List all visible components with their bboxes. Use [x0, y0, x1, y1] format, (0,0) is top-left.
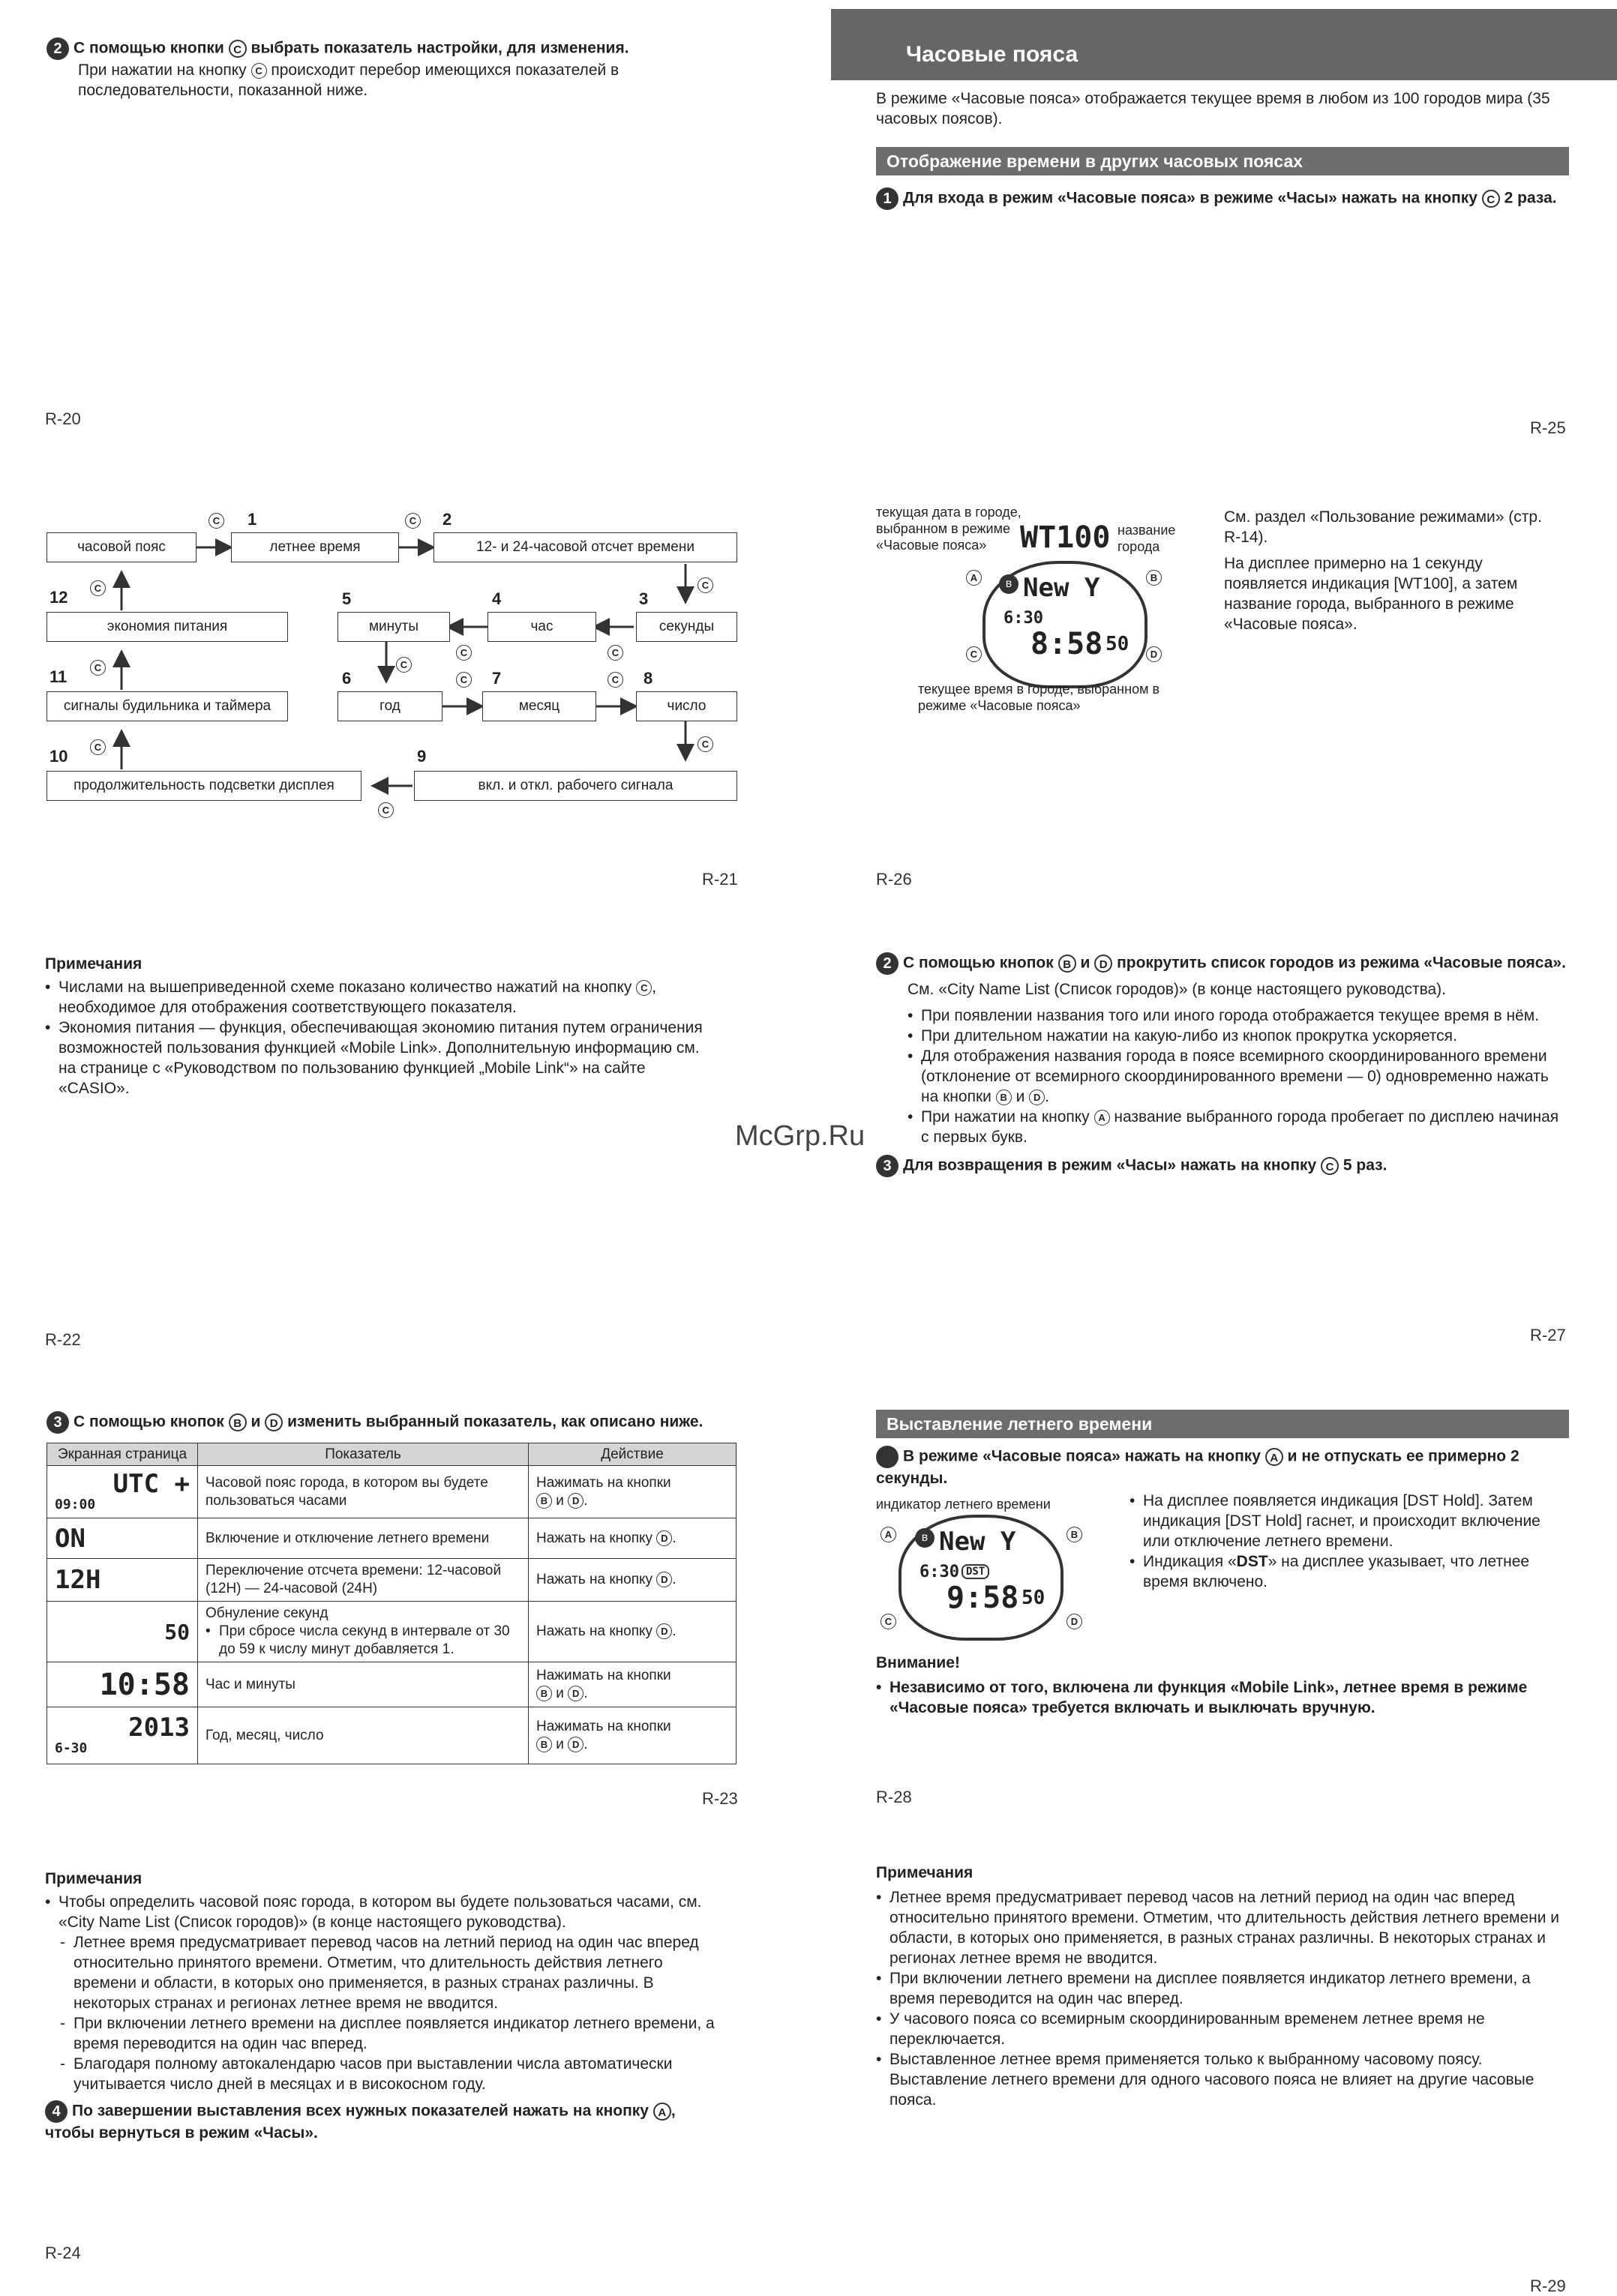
note-item: • Чтобы определить часовой пояс города, в котором вы будете пользоваться часами, см. «City Name List (Список городов)» (в конце настоящего руководства). — [45, 1892, 720, 1932]
lcd-dst: DST — [962, 1564, 989, 1579]
flow-box-month: месяц — [482, 691, 596, 721]
bluetooth-icon: ʙ — [999, 574, 1018, 594]
watch-body — [898, 1515, 1064, 1641]
section-title: Часовые пояса — [906, 42, 1078, 67]
r24-step: 4 По завершении выставления всех нужных показателей нажать на кнопку A , чтобы вернуться в режим «Часы». — [45, 2100, 720, 2143]
label-dst-indicator: индикатор летнего времени — [876, 1497, 1051, 1512]
c-button-icon: C — [698, 736, 713, 752]
subsection-band: Отображение времени в других часовых поясах — [876, 147, 1569, 175]
step-number — [876, 1446, 898, 1468]
r27-content: 2 С помощью кнопок B и D прокрутить список городов из режима «Часовые пояса». См. «City Name List (Список городов)» (в конце настоящего руководства). • При появлении названия того или иного города отображается текущее время в нём. • При длительном нажатии на какую-либо из кнопок прокрутка ускоряется. • Для отображения названия города в поясе всемирного скоординированного времени (отклонение от всемирного скоординированного времени — 0) одновременно нажать на кнопки B и D . • При нажатии на кнопку A название выбранного города пробегает по дисплею начиная с первых букв. 3 Для возвращения в режим «Часы» нажать на кнопку C 5 раз. — [876, 952, 1566, 1177]
flow-num-4: 4 — [492, 589, 502, 608]
flow-box-alarms: сигналы будильника и таймера — [46, 691, 288, 721]
flow-num-9: 9 — [417, 747, 427, 766]
flow-num-11: 11 — [50, 667, 68, 686]
page-label-r29: R-29 — [1530, 2277, 1566, 2295]
b-button-icon: B — [996, 1090, 1012, 1105]
page-label-r22: R-22 — [45, 1330, 81, 1349]
step-number: 2 — [876, 952, 898, 975]
flow-num-3: 3 — [639, 589, 649, 608]
table-row: 10:58 Час и минуты Нажимать на кнопки B и D . — [47, 1662, 736, 1707]
col-action: Действие — [529, 1443, 736, 1466]
c-button-icon: C — [378, 802, 394, 818]
step-number: 3 — [876, 1155, 898, 1177]
c-button-icon: C — [966, 646, 982, 662]
b-button-icon: B — [536, 1686, 552, 1701]
r20-step: 2 С помощью кнопки C выбрать показатель настройки, для изменения. При нажатии на кнопку C происходит перебор имеющихся показателей в последовательности, показанной ниже. — [46, 37, 736, 100]
note-item: • При длительном нажатии на какую-либо из кнопок прокрутка ускоряется. — [908, 1026, 1566, 1046]
flow-box-minutes: минуты — [338, 612, 450, 642]
bluetooth-icon: ʙ — [915, 1528, 934, 1548]
flow-num-6: 6 — [342, 669, 352, 688]
b-button-icon: B — [1146, 570, 1162, 586]
flow-num-10: 10 — [50, 747, 68, 766]
lcd-time: 8:58 — [1030, 627, 1103, 661]
note-item: • Для отображения названия города в поясе всемирного скоординированного времени (отклонение от всемирного скоординированного времени — 0) одновременно нажать на кнопки B и D . — [908, 1046, 1566, 1107]
lcd-cell: 10:58 — [47, 1662, 198, 1707]
d-button-icon: D — [265, 1413, 283, 1431]
b-button-icon: B — [1066, 1527, 1082, 1542]
table-row: ON Включение и отключение летнего времени Нажать на кнопку D . — [47, 1518, 736, 1559]
a-button-icon: A — [1265, 1448, 1283, 1466]
notes-heading: Примечания — [45, 955, 142, 973]
note-item: • Летнее время предусматривает перевод часов на летний период на один час вперед относительно принятого времени. Отметим, что длительность действия летнего времени и области, в которых оно применяется, в разных странах различны. В некоторых странах и регионах летнее время не вводится. — [876, 1887, 1566, 1968]
label-city-name: название города — [1118, 523, 1176, 554]
c-button-icon: C — [608, 645, 623, 661]
table-header — [47, 1443, 736, 1466]
flow-box-backlight: продолжительность подсветки дисплея — [46, 771, 362, 801]
flow-box-timezone: часовой пояс — [46, 532, 196, 562]
lcd-cell: UTC + 09:00 — [47, 1466, 198, 1518]
c-button-icon: C — [456, 645, 472, 661]
note-subitem: - При включении летнего времени на дисплее появляется индикатор летнего времени, а время переводится на один час вперед. — [60, 2013, 720, 2054]
subsection-band: Выставление летнего времени — [876, 1410, 1569, 1438]
c-button-icon: C — [229, 40, 247, 58]
note-item: • Экономия питания — функция, обеспечивающая экономию питания путем ограничения возможностей пользования функцией «Mobile Link». Дополнительную информацию см. на странице с «Руководством по пользованию функцией „Mobile Link“» на сайте «CASIO». — [45, 1018, 720, 1099]
flow-box-button-tone: вкл. и откл. рабочего сигнала — [414, 771, 737, 801]
note-item: • У часового пояса со всемирным скоординированным временем летнее время не переключается. — [876, 2009, 1566, 2049]
section-title-bar — [831, 9, 1617, 80]
step-number: 3 — [46, 1411, 69, 1434]
a-button-icon: A — [1094, 1110, 1110, 1126]
note-item: • Выставленное летнее время применяется только к выбранному часовому поясу. Выставление летнего времени для одного часового пояса не влияет на другие часовые пояса. — [876, 2049, 1566, 2110]
table-row: UTC + 09:00 Часовой пояс города, в котором вы будете пользоваться часами Нажимать на кнопки B и D . — [47, 1466, 736, 1518]
flow-num-5: 5 — [342, 589, 352, 608]
table-row: 2013 6-30 Год, месяц, число Нажимать на кнопки B и D . — [47, 1707, 736, 1764]
r24-notes — [45, 1869, 720, 2143]
lcd-cell: 50 — [47, 1602, 198, 1662]
warning-heading: Внимание! — [876, 1654, 960, 1671]
note-item: • При нажатии на кнопку A название выбранного города пробегает по дисплею начиная с первых букв. — [908, 1107, 1566, 1147]
r23-step: 3 С помощью кнопок B и D изменить выбранный показатель, как описано ниже. — [46, 1411, 752, 1434]
c-button-icon: C — [1482, 190, 1500, 208]
lcd-seconds: 50 — [1106, 633, 1130, 655]
r29-notes — [876, 1863, 1566, 2110]
note-item: • Индикация «DST» на дисплее указывает, что летнее время включено. — [1130, 1551, 1564, 1592]
flow-box-year: год — [338, 691, 442, 721]
r28-warning — [876, 1653, 1566, 1718]
col-setting: Показатель — [198, 1443, 529, 1466]
flow-box-hour: час — [488, 612, 596, 642]
d-button-icon: D — [568, 1686, 584, 1701]
note-subitem: - Благодаря полному автокалендарю часов при выставлении числа автоматически учитывается число дней в месяцах и в високосном году. — [60, 2054, 720, 2094]
b-button-icon: B — [1058, 955, 1076, 973]
flow-box-power-saving: экономия питания — [46, 612, 288, 642]
watch-display-world-time — [952, 517, 1178, 690]
b-button-icon: B — [229, 1413, 247, 1431]
a-button-icon: A — [966, 570, 982, 586]
flow-num-12: 12 — [50, 588, 68, 607]
note-item: • При появлении названия того или иного города отображается текущее время в нём. — [908, 1006, 1566, 1026]
lcd-date: 6:30 — [1004, 609, 1043, 628]
r28-notes — [1130, 1491, 1564, 1592]
label-current-time: текущее время в городе, выбранном в режиме «Часовые пояса» — [918, 682, 1160, 713]
page-label-r25: R-25 — [1530, 418, 1566, 437]
lcd-cell: 2013 6-30 — [47, 1707, 198, 1764]
c-button-icon: C — [636, 980, 652, 996]
note-item: • При включении летнего времени на дисплее появляется индикатор летнего времени, а время переводится на один час вперед. — [876, 1968, 1566, 2009]
label-current-date: текущая дата в городе, выбранном в режиме «Часовые пояса» — [876, 505, 1022, 553]
lcd-city: New Y — [1023, 573, 1100, 603]
step-number: 2 — [46, 37, 69, 60]
step-number: 1 — [876, 187, 898, 210]
lcd-seconds: 50 — [1022, 1587, 1046, 1609]
page-label-r23: R-23 — [702, 1789, 738, 1808]
notes-heading: Примечания — [45, 1870, 142, 1887]
table-row: 50 Обнуление секунд • При сбросе числа секунд в интервале от 30 до 59 к числу минут добавляется 1. Нажать на кнопку D . — [47, 1602, 736, 1662]
note-item: • На дисплее появляется индикация [DST Hold]. Затем индикация [DST Hold] гаснет, и происходит включение или отключение летнего времени. — [1130, 1491, 1564, 1551]
d-button-icon: D — [568, 1493, 584, 1509]
lcd-city: New Y — [939, 1527, 1016, 1557]
flow-num-2: 2 — [442, 510, 452, 529]
page-label-r28: R-28 — [876, 1788, 912, 1806]
d-button-icon: D — [656, 1530, 672, 1546]
c-button-icon: C — [90, 660, 106, 676]
d-button-icon: D — [1066, 1614, 1082, 1629]
r22-notes — [45, 954, 720, 1099]
note-item: • Числами на вышеприведенной схеме показано количество нажатий на кнопку C , необходимое для отображения соответствующего показателя. — [45, 977, 720, 1018]
d-button-icon: D — [656, 1623, 672, 1639]
step-number: 4 — [45, 2100, 68, 2123]
c-button-icon: C — [880, 1614, 896, 1629]
page-label-r27: R-27 — [1530, 1326, 1566, 1344]
warning-item: • Независимо от того, включена ли функция «Mobile Link», летнее время в режиме «Часовые пояса» требуется включать и выключать вручную. — [876, 1677, 1566, 1718]
settings-table — [46, 1443, 736, 1764]
c-button-icon: C — [608, 672, 623, 688]
r25-intro: В режиме «Часовые пояса» отображается текущее время в любом из 100 городов мира (35 часовых поясов). — [876, 90, 1550, 127]
lcd-top: WT100 — [1020, 520, 1111, 555]
d-button-icon: D — [1094, 955, 1112, 973]
b-button-icon: B — [536, 1737, 552, 1752]
d-button-icon: D — [656, 1572, 672, 1587]
flow-num-1: 1 — [248, 510, 257, 529]
r25-step: 1 Для входа в режим «Часовые пояса» в режиме «Часы» нажать на кнопку C 2 раза. — [876, 187, 1566, 210]
lcd-cell: ON — [47, 1518, 198, 1559]
c-button-icon: C — [396, 657, 412, 673]
flow-box-day: число — [636, 691, 737, 721]
c-button-icon: C — [456, 672, 472, 688]
flow-box-seconds: секунды — [636, 612, 737, 642]
watch-body — [982, 561, 1148, 688]
page-label-r21: R-21 — [702, 870, 738, 889]
c-button-icon: C — [90, 580, 106, 596]
table-row: 12H Переключение отсчета времени: 12-часовой (12H) — 24-часовой (24H) Нажать на кнопку D . — [47, 1559, 736, 1602]
flow-box-12-24: 12- и 24-часовой отсчет времени — [434, 532, 737, 562]
r28-step: В режиме «Часовые пояса» нажать на кнопку A и не отпускать ее примерно 2 секунды. — [876, 1446, 1566, 1488]
page-label-r20: R-20 — [45, 409, 81, 428]
c-button-icon: C — [90, 739, 106, 755]
a-button-icon: A — [880, 1527, 896, 1542]
page-label-r24: R-24 — [45, 2244, 81, 2262]
a-button-icon: A — [653, 2103, 671, 2121]
lcd-time: 9:58 — [946, 1581, 1019, 1615]
c-button-icon: C — [405, 513, 421, 529]
flow-num-7: 7 — [492, 669, 502, 688]
d-button-icon: D — [1029, 1090, 1045, 1105]
watermark: McGrp.Ru — [735, 1120, 866, 1152]
notes-heading: Примечания — [876, 1864, 974, 1881]
col-screen: Экранная страница — [47, 1443, 198, 1466]
watch-display-dst — [878, 1515, 1088, 1642]
setting-sequence-diagram — [0, 495, 750, 816]
c-button-icon: C — [1321, 1157, 1339, 1175]
c-button-icon: C — [251, 63, 267, 79]
r26-text: См. раздел «Пользование режимами» (стр. R-14). На дисплее примерно на 1 секунду появляется индикация [WT100], а затем название города, выбранного в режиме «Часовые пояса». — [1224, 508, 1542, 633]
b-button-icon: B — [536, 1493, 552, 1509]
lcd-date: 6:30 — [920, 1563, 959, 1581]
c-button-icon: C — [208, 513, 224, 529]
d-button-icon: D — [1146, 646, 1162, 662]
flow-num-8: 8 — [644, 669, 653, 688]
d-button-icon: D — [568, 1737, 584, 1752]
lcd-cell: 12H — [47, 1559, 198, 1602]
flow-box-dst: летнее время — [231, 532, 399, 562]
c-button-icon: C — [698, 577, 713, 593]
page-label-r26: R-26 — [876, 870, 912, 889]
note-subitem: - Летнее время предусматривает перевод часов на летний период на один час вперед относительно принятого времени. Отметим, что длительность действия летнего времени и области, в которых оно применяется, в разных странах различны. В некоторых странах и регионах летнее время не вводится. — [60, 1932, 720, 2013]
